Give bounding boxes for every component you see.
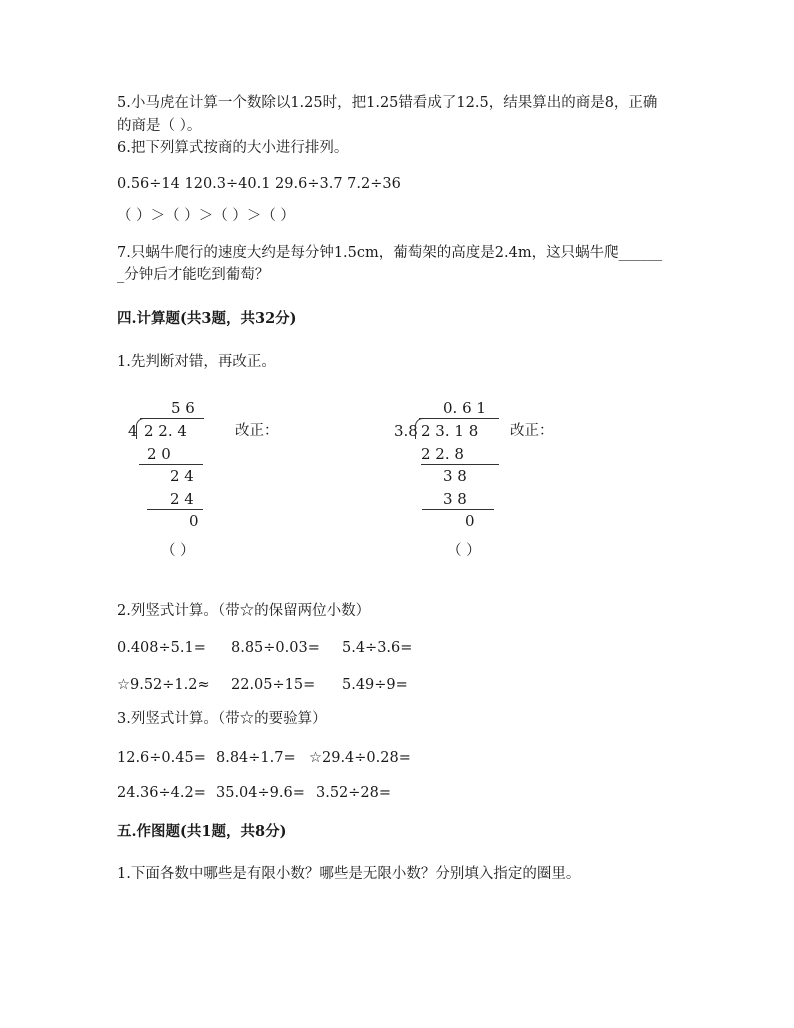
right-divisor: 3.8	[394, 422, 418, 440]
left-step2: 2 4	[170, 467, 194, 485]
left-rule2	[147, 509, 203, 510]
q2-expr-6: 5.49÷9=	[342, 677, 408, 693]
left-step3: 2 4	[170, 490, 194, 508]
right-step1: 2 2. 8	[421, 445, 464, 463]
q3-expr-4: 24.36÷4.2=	[117, 785, 206, 801]
q2-expr-1: 0.408÷5.1=	[117, 640, 206, 656]
q5-line1: 5.小马虎在计算一个数除以1.25时，把1.25错看成了12.5，结果算出的商是8，正确	[117, 95, 658, 111]
left-remainder: 0	[189, 512, 199, 530]
right-step2: 3 8	[443, 467, 467, 485]
right-remainder: 0	[465, 512, 475, 530]
section5-heading: 五.作图题(共1题，共8分)	[117, 823, 287, 840]
q5-line2: 的商是（ ）。	[117, 118, 202, 134]
q7-line1: 7.只蜗牛爬行的速度大约是每分钟1.5cm，葡萄架的高度是2.4m，这只蜗牛爬______	[117, 245, 663, 261]
q2-expr-5: 22.05÷15=	[231, 677, 316, 693]
right-judge-blank[interactable]: （ ）	[447, 543, 481, 559]
left-divisor: 4	[128, 422, 138, 440]
q6-order-blanks[interactable]: （ ）＞（ ）＞（ ）＞（ ）	[117, 208, 295, 224]
q3-expr-6: 3.52÷28=	[316, 785, 392, 801]
q3-expr-1: 12.6÷0.45=	[117, 750, 206, 766]
sec4-q1-title: 1.先判断对错，再改正。	[117, 354, 276, 370]
q3-expr-2: 8.84÷1.7=	[216, 750, 296, 766]
section4-heading: 四.计算题(共3题，共32分)	[117, 310, 297, 327]
left-dividend: 2 2. 4	[144, 422, 187, 440]
right-vinculum	[419, 418, 499, 419]
q7-line2: _分钟后才能吃到葡萄？	[117, 267, 270, 283]
right-quotient: 0. 6 1	[443, 399, 486, 417]
right-rule1	[421, 464, 499, 465]
left-vinculum	[140, 418, 204, 419]
right-fix-label: 改正：	[510, 423, 554, 439]
sec4-q2-title: 2.列竖式计算。（带☆的保留两位小数）	[117, 603, 371, 619]
left-judge-blank[interactable]: （ ）	[161, 543, 195, 559]
q2-expr-2: 8.85÷0.03=	[231, 640, 320, 656]
right-step3: 3 8	[443, 490, 467, 508]
q3-expr-3: ☆29.4÷0.28=	[309, 750, 411, 766]
left-rule1	[139, 464, 203, 465]
q3-expr-5: 35.04÷9.6=	[216, 785, 305, 801]
left-fix-label: 改正：	[235, 423, 279, 439]
sec4-q3-title: 3.列竖式计算。（带☆的要验算）	[117, 711, 327, 727]
right-rule2	[422, 509, 494, 510]
right-dividend: 2 3. 1 8	[421, 422, 479, 440]
q6-title: 6.把下列算式按商的大小进行排列。	[117, 140, 349, 156]
left-step1: 2 0	[147, 445, 171, 463]
sec5-q1: 1.下面各数中哪些是有限小数？哪些是无限小数？分别填入指定的圈里。	[117, 866, 581, 882]
q2-expr-4: ☆9.52÷1.2≈	[117, 677, 210, 693]
q2-expr-3: 5.4÷3.6=	[342, 640, 413, 656]
left-quotient: 5 6	[171, 399, 195, 417]
q6-expressions: 0.56÷14 120.3÷40.1 29.6÷3.7 7.2÷36	[117, 176, 401, 192]
